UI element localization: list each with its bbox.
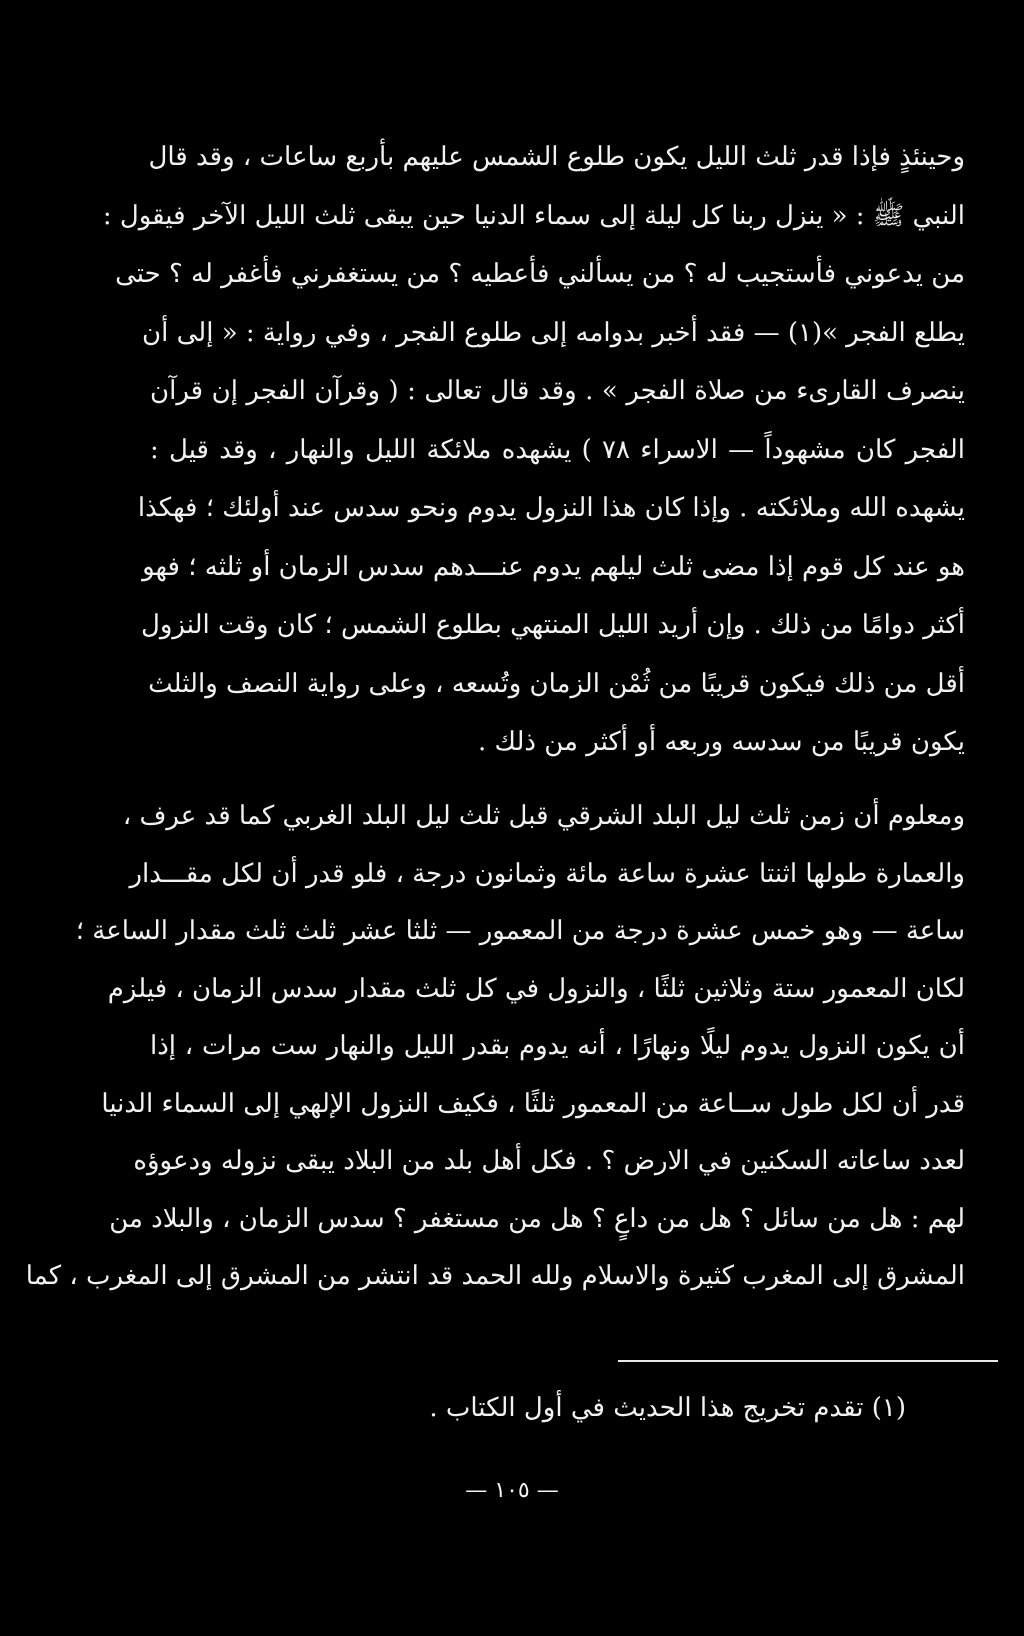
text-line: ومعلوم أن زمن ثلث ليل البلد الشرقي قبل ثلث ليل البلد الغربي كما قد عرف ،: [122, 801, 965, 831]
text-line: من يدعوني فأستجيب له ؟ من يسألني فأعطيه ؟ من يستغفرني فأغفر له ؟ حتى: [115, 259, 965, 289]
text-line: المشرق إلى المغرب كثيرة والاسلام ولله الحمد قد انتشر من المشرق إلى المغرب ، كما: [25, 1261, 965, 1291]
paragraph-1: [102, 128, 965, 772]
text-line: الفجر كان مشهوداً — الاسراء ٧٨ ) يشهده ملائكة الليل والنهار ، وقد قيل :: [150, 434, 965, 465]
text-line: هو عند كل قوم إذا مضى ثلث ليلهم يدوم عنـــدهم سدس الزمان أو ثلثه ؛ فهو: [142, 551, 965, 582]
text-line: ساعة — وهو خمس عشرة درجة من المعمور — ثلثا عشر ثلث ثلث مقدار الساعة ؛: [75, 916, 965, 946]
text-line: وحينئذٍ فإذا قدر ثلث الليل يكون طلوع الشمس عليهم بأربع ساعات ، وقد قال: [148, 142, 965, 172]
page-number: — ١٠٥ —: [465, 1478, 559, 1503]
footnote: (١) تقدم تخريج هذا الحديث في أول الكتاب .: [429, 1393, 906, 1423]
text-line: قدر أن لكل طول ســاعة من المعمور ثلثًا ، فكيف النزول الإلهي إلى السماء الدنيا: [101, 1088, 965, 1119]
text-line: والعمارة طولها اثنتا عشرة ساعة مائة وثمانون درجة ، فلو قدر أن لكل مقـــدار: [129, 858, 965, 889]
text-line: يطلع الفجر »(١) — فقد أخبر بدوامه إلى طلوع الفجر ، وفي رواية : « إلى أن: [142, 317, 965, 348]
text-line: يكون قريبًا من سدسه وربعه أو أكثر من ذلك .: [478, 727, 965, 757]
text-line: النبي ﷺ : « ينزل ربنا كل ليلة إلى سماء الدنيا حين يبقى ثلث الليل الآخر فيقول :: [102, 200, 965, 231]
text-line: أن يكون النزول يدوم ليلًا ونهارًا ، أنه يدوم بقدر الليل والنهار ست مرات ، إذا: [150, 1031, 965, 1061]
text-line: لكان المعمور ستة وثلاثين ثلثًا ، والنزول في كل ثلث مقدار سدس الزمان ، فيلزم: [107, 973, 965, 1004]
footnote-separator: [618, 1360, 998, 1362]
text-line: لهم : هل من سائل ؟ هل من داعٍ ؟ هل من مستغفر ؟ سدس الزمان ، والبلاد من: [109, 1203, 965, 1234]
text-line: لعدد ساعاته السكنين في الارض ؟ . فكل أهل بلد من البلاد يبقى نزوله ودعوؤه: [133, 1146, 965, 1176]
text-line: يشهده الله وملائكته . وإذا كان هذا النزول يدوم ونحو سدس عند أولئك ؛ فهكذا: [137, 493, 965, 523]
text-line: ينصرف القارىء من صلاة الفجر » . وقد قال تعالى : ( وقرآن الفجر إن قرآن: [150, 376, 965, 406]
paragraph-2: [25, 788, 965, 1306]
text-line: أقل من ذلك فيكون قريبًا من ثُمْن الزمان وتُسعه ، وعلى رواية النصف والثلث: [148, 668, 965, 699]
text-line: أكثر دوامًا من ذلك . وإن أريد الليل المنتهي بطلوع الشمس ؛ كان وقت النزول: [140, 610, 965, 640]
